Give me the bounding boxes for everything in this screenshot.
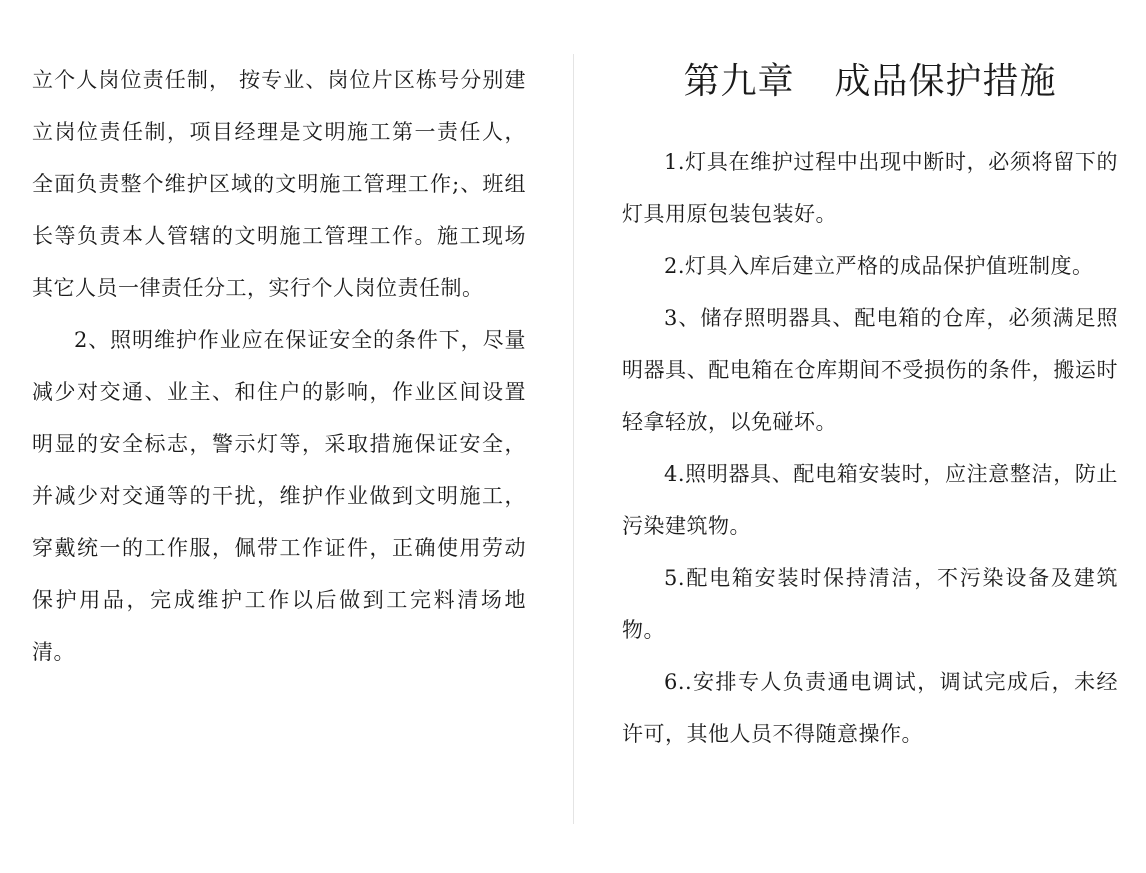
chapter-body [622, 136, 1118, 760]
column-divider [573, 54, 574, 824]
item-4: 4.照明器具、配电箱安装时，应注意整洁，防止污染建筑物。 [622, 462, 1118, 538]
item-2: 2.灯具入库后建立严格的成品保护值班制度。 [664, 254, 1094, 278]
chapter-title [622, 54, 1118, 124]
left-paragraph-1: 立个人岗位责任制， 按专业、岗位片区栋号分别建立岗位责任制，项目经理是文明施工第一责任人，全面负责整个维护区域的文明施工管理工作;、班组长等负责本人管辖的文明施工管理工作。施工现场其它人员一律责任分工，实行个人岗位责任制。 [32, 68, 526, 300]
item-3: 3、储存照明器具、配电箱的仓库，必须满足照明器具、配电箱在仓库期间不受损伤的条件，搬运时轻拿轻放，以免碰坏。 [622, 306, 1118, 434]
item-5: 5.配电箱安装时保持清洁，不污染设备及建筑物。 [622, 566, 1118, 642]
item-1: 1.灯具在维护过程中出现中断时，必须将留下的灯具用原包装包装好。 [622, 150, 1118, 226]
chapter-number: 第九章 [683, 61, 795, 102]
left-paragraph-2: 2、照明维护作业应在保证安全的条件下，尽量减少对交通、业主、和住户的影响，作业区间设置明显的安全标志，警示灯等，采取措施保证安全，并减少对交通等的干扰，维护作业做到文明施工，穿戴统一的工作服，佩带工作证件，正确使用劳动保护用品，完成维护工作以后做到工完料清场地清。 [32, 328, 526, 664]
chapter-name: 成品保护措施 [834, 61, 1057, 102]
left-column [32, 54, 526, 678]
item-6: 6..安排专人负责通电调试，调试完成后，未经许可，其他人员不得随意操作。 [622, 670, 1118, 746]
right-column [622, 54, 1118, 760]
